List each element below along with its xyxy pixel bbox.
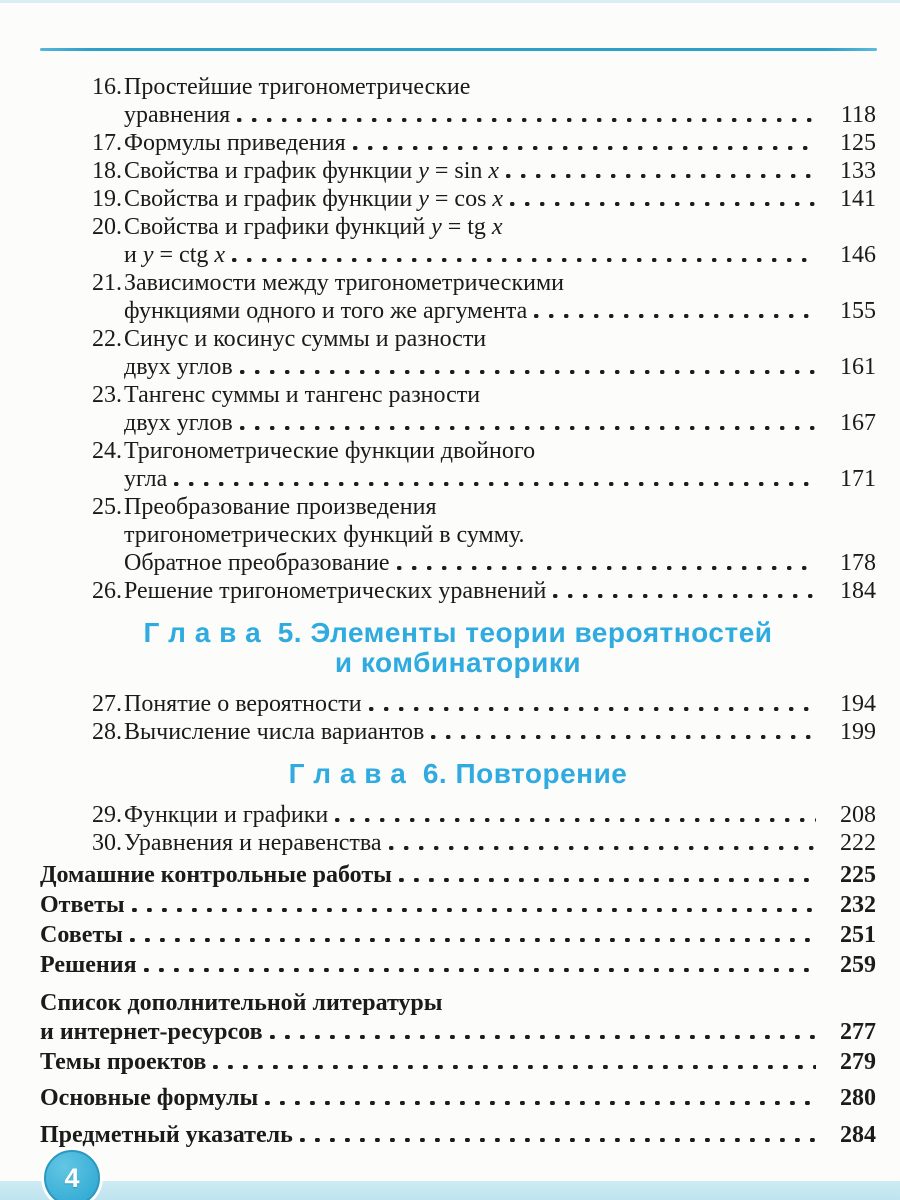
dot-leader bbox=[399, 878, 816, 882]
toc-entry-row bbox=[92, 353, 876, 381]
entry-title bbox=[124, 213, 503, 241]
toc-entry-row bbox=[92, 409, 876, 437]
entry-page: 284 bbox=[840, 1122, 876, 1148]
toc-entry-row bbox=[92, 325, 876, 353]
toc-entry bbox=[92, 829, 876, 857]
math-variable: y bbox=[431, 214, 442, 240]
dot-leader bbox=[506, 174, 816, 178]
toc-sections bbox=[40, 861, 876, 1150]
entry-page: 259 bbox=[840, 952, 876, 978]
entry-number: 27. bbox=[92, 691, 122, 717]
entry-page: 199 bbox=[840, 719, 876, 745]
entry-number: 30. bbox=[92, 830, 122, 856]
toc-entry-row bbox=[92, 297, 876, 325]
text-segment: Свойства и график функции bbox=[124, 158, 419, 184]
toc-entry bbox=[92, 718, 876, 746]
toc-entry-row bbox=[92, 129, 876, 157]
toc-blocks bbox=[40, 73, 876, 857]
toc-entry bbox=[92, 213, 876, 269]
toc-entry bbox=[92, 325, 876, 381]
toc-entry-row bbox=[92, 101, 876, 129]
entry-title: функциями одного и того же аргумента bbox=[124, 298, 528, 324]
entry-title bbox=[124, 241, 225, 269]
math-variable: x bbox=[491, 214, 503, 240]
entry-page: 225 bbox=[840, 862, 876, 888]
entry-page: 277 bbox=[840, 1019, 876, 1045]
chapter-heading bbox=[40, 759, 876, 789]
entry-page: 155 bbox=[840, 298, 876, 324]
text-segment: = tg bbox=[441, 214, 492, 240]
dot-leader bbox=[300, 1138, 816, 1142]
entry-title: уравнения bbox=[124, 102, 231, 128]
entry-title: Тригонометрические функции двойного bbox=[124, 438, 536, 464]
toc-content bbox=[40, 73, 876, 1150]
dot-leader bbox=[353, 146, 816, 150]
entry-page: 178 bbox=[840, 550, 876, 576]
entry-page: 184 bbox=[840, 578, 876, 604]
toc-entry-row bbox=[40, 1048, 876, 1077]
entry-page: 118 bbox=[840, 102, 876, 128]
entry-title: тригонометрических функций в сумму. bbox=[124, 522, 525, 548]
entry-page: 167 bbox=[840, 410, 876, 436]
dot-leader bbox=[132, 908, 816, 912]
entry-number: 17. bbox=[92, 130, 122, 156]
entry-page: 133 bbox=[840, 158, 876, 184]
dot-leader bbox=[130, 938, 816, 942]
entry-title: Решение тригонометрических уравнений bbox=[124, 578, 547, 604]
math-variable: x bbox=[492, 186, 504, 212]
toc-entry-row bbox=[92, 690, 876, 718]
toc-entry-row bbox=[40, 1018, 876, 1047]
dot-leader bbox=[174, 482, 816, 486]
toc-entry-row bbox=[92, 493, 876, 521]
page-top-edge bbox=[0, 0, 900, 3]
dot-leader bbox=[389, 846, 816, 850]
toc-entry-row bbox=[92, 437, 876, 465]
toc-entry-row bbox=[40, 989, 876, 1018]
toc-entry bbox=[92, 577, 876, 605]
entry-number: 20. bbox=[92, 214, 122, 240]
entry-page: 194 bbox=[840, 691, 876, 717]
math-variable: x bbox=[214, 242, 226, 268]
entry-title: Уравнения и неравенства bbox=[124, 830, 382, 856]
toc-entry-row bbox=[40, 891, 876, 920]
toc-entry-row bbox=[92, 465, 876, 493]
toc-entry bbox=[92, 73, 876, 129]
toc-section-entry bbox=[40, 951, 876, 980]
toc-entry bbox=[92, 269, 876, 325]
entry-page: 141 bbox=[840, 186, 876, 212]
chapter-heading bbox=[40, 618, 876, 678]
entry-title: двух углов bbox=[124, 354, 233, 380]
math-variable: y bbox=[418, 158, 429, 184]
entry-title: Понятие о вероятности bbox=[124, 691, 362, 717]
entry-page: 161 bbox=[840, 354, 876, 380]
entry-title: Решения bbox=[40, 952, 137, 978]
entry-number: 24. bbox=[92, 438, 122, 464]
entry-title: Список дополнительной литературы bbox=[40, 990, 443, 1016]
toc-entry-row bbox=[92, 521, 876, 549]
page-number: 4 bbox=[64, 1162, 80, 1193]
toc-entry bbox=[92, 157, 876, 185]
toc-entry-row bbox=[92, 185, 876, 213]
toc-entry bbox=[92, 493, 876, 577]
math-variable: y bbox=[142, 242, 154, 268]
dot-leader bbox=[240, 370, 816, 374]
dot-leader bbox=[397, 566, 816, 570]
dot-leader bbox=[510, 202, 816, 206]
toc-entry-row bbox=[92, 577, 876, 605]
entry-title: и интернет-ресурсов bbox=[40, 1019, 263, 1045]
dot-leader bbox=[553, 594, 816, 598]
text-segment: Свойства и график функции bbox=[124, 186, 419, 212]
chapter-heading-line: и комбинаторики bbox=[334, 647, 582, 678]
entry-title: двух углов bbox=[124, 410, 233, 436]
header-rule bbox=[40, 48, 877, 51]
entry-page: 251 bbox=[840, 922, 876, 948]
entry-title: Домашние контрольные работы bbox=[40, 862, 392, 888]
entry-title: Ответы bbox=[40, 892, 125, 918]
entry-page: 171 bbox=[840, 466, 876, 492]
text-segment: и bbox=[124, 242, 143, 268]
chapter-heading-line: Г л а в а 6. Повторение bbox=[288, 758, 628, 789]
dot-leader bbox=[431, 735, 816, 739]
chapter-heading-line: Г л а в а 5. Элементы теории вероятностей bbox=[143, 617, 773, 648]
entry-page: 222 bbox=[840, 830, 876, 856]
toc-entry-row bbox=[92, 241, 876, 269]
toc-entry bbox=[92, 185, 876, 213]
entry-title: Формулы приведения bbox=[124, 130, 346, 156]
dot-leader bbox=[232, 258, 816, 262]
toc-section-entry bbox=[40, 891, 876, 920]
entry-title: Советы bbox=[40, 922, 123, 948]
toc-entry-row bbox=[92, 549, 876, 577]
entry-title: Синус и косинус суммы и разности bbox=[124, 326, 487, 352]
toc-entry-row bbox=[92, 73, 876, 101]
toc-section-entry bbox=[40, 1048, 876, 1077]
dot-leader bbox=[265, 1101, 816, 1105]
toc-entry bbox=[92, 437, 876, 493]
entry-title bbox=[124, 185, 503, 213]
dot-leader bbox=[270, 1035, 816, 1039]
text-segment: = sin bbox=[428, 158, 489, 184]
entry-number: 23. bbox=[92, 382, 122, 408]
dot-leader bbox=[213, 1065, 816, 1069]
text-segment: = cos bbox=[428, 186, 493, 212]
entry-page: 146 bbox=[840, 242, 876, 268]
text-segment: = ctg bbox=[153, 242, 215, 268]
entry-title: Обратное преобразование bbox=[124, 550, 390, 576]
toc-entry-row bbox=[40, 921, 876, 950]
toc-section-entry bbox=[40, 861, 876, 890]
entry-page: 125 bbox=[840, 130, 876, 156]
entry-title: Зависимости между тригонометрическими bbox=[124, 270, 564, 296]
entry-title: Темы проектов bbox=[40, 1049, 207, 1075]
entry-number: 25. bbox=[92, 494, 122, 520]
entry-title: угла bbox=[124, 466, 168, 492]
dot-leader bbox=[335, 818, 816, 822]
entry-number: 29. bbox=[92, 802, 122, 828]
toc-section-entry bbox=[40, 989, 876, 1047]
page-number-badge bbox=[44, 1150, 100, 1200]
toc-entry-row bbox=[92, 269, 876, 297]
toc-entry bbox=[92, 129, 876, 157]
math-variable: x bbox=[488, 158, 500, 184]
entry-title: Простейшие тригонометрические bbox=[124, 74, 471, 100]
entry-title: Преобразование произведения bbox=[124, 494, 437, 520]
entry-number: 26. bbox=[92, 578, 122, 604]
entry-number: 18. bbox=[92, 158, 122, 184]
entry-number: 28. bbox=[92, 719, 122, 745]
entry-title: Вычисление числа вариантов bbox=[124, 719, 425, 745]
entry-page: 232 bbox=[840, 892, 876, 918]
entry-page: 208 bbox=[840, 802, 876, 828]
toc-section-entry bbox=[40, 1084, 876, 1113]
footer-band bbox=[0, 1181, 900, 1200]
toc-entry bbox=[92, 381, 876, 437]
entry-number: 21. bbox=[92, 270, 122, 296]
toc-entry-row bbox=[92, 157, 876, 185]
toc-entry-row bbox=[92, 829, 876, 857]
entry-title: Тангенс суммы и тангенс разности bbox=[124, 382, 481, 408]
toc-entry-row bbox=[40, 1084, 876, 1113]
dot-leader bbox=[369, 707, 816, 711]
toc-entry bbox=[92, 801, 876, 829]
entry-number: 22. bbox=[92, 326, 122, 352]
toc-entry-row bbox=[40, 951, 876, 980]
toc-section-entry bbox=[40, 921, 876, 950]
toc-entry-row bbox=[92, 718, 876, 746]
entry-page: 279 bbox=[840, 1049, 876, 1075]
dot-leader bbox=[237, 118, 816, 122]
entry-number: 16. bbox=[92, 74, 122, 100]
toc-entry-row bbox=[92, 213, 876, 241]
entry-title: Предметный указатель bbox=[40, 1122, 293, 1148]
dot-leader bbox=[240, 426, 816, 430]
toc-entry-row bbox=[40, 861, 876, 890]
toc-entry-row bbox=[92, 801, 876, 829]
entry-title: Основные формулы bbox=[40, 1085, 259, 1111]
entry-number: 19. bbox=[92, 186, 122, 212]
toc-entry-row bbox=[40, 1121, 876, 1150]
dot-leader bbox=[144, 968, 816, 972]
entry-title bbox=[124, 157, 499, 185]
toc-entry-row bbox=[92, 381, 876, 409]
entry-title: Функции и графики bbox=[124, 802, 329, 828]
math-variable: y bbox=[418, 186, 429, 212]
toc-section-entry bbox=[40, 1121, 876, 1150]
dot-leader bbox=[534, 314, 816, 318]
text-segment: Свойства и графики функций bbox=[124, 214, 432, 240]
toc-entry bbox=[92, 690, 876, 718]
entry-page: 280 bbox=[840, 1085, 876, 1111]
